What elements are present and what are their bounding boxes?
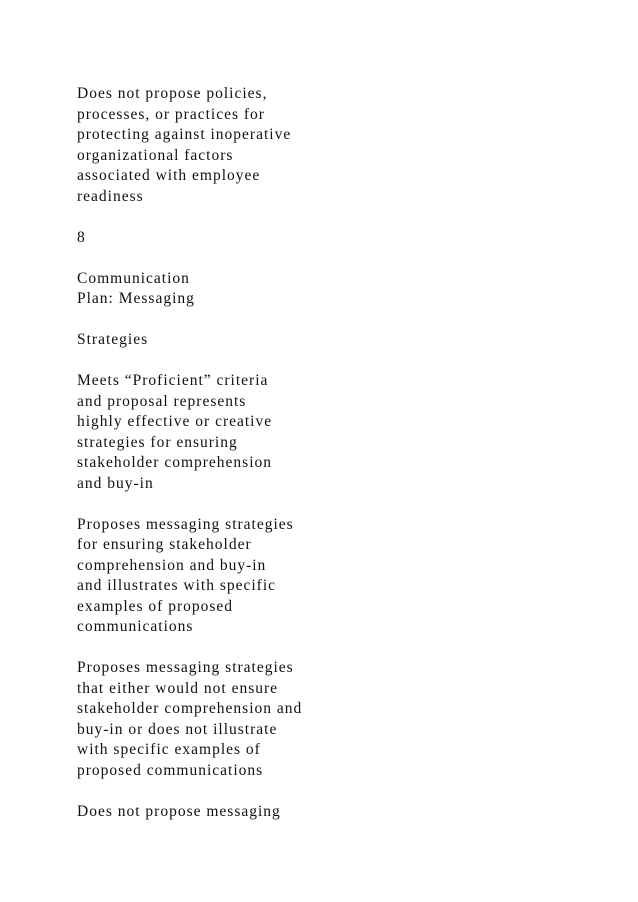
paragraph-not-evident: Does not propose messaging xyxy=(77,802,281,820)
paragraph-exemplary: Meets “Proficient” criteria and proposal represents highly effective or creative strategies for ensuring stakeholder comprehension and buy-in xyxy=(77,372,273,492)
criterion-subtitle: Strategies xyxy=(77,331,149,348)
criterion-title: Communication Plan: Messaging xyxy=(77,269,195,307)
paragraph-proficient: Proposes messaging strategies for ensuring stakeholder comprehension and buy-in and illustrates with specific examples of proposed communications xyxy=(77,515,294,635)
criterion-number: 8 xyxy=(77,228,86,246)
document-page xyxy=(77,84,597,843)
paragraph-not-evident-readiness: Does not propose policies, processes, or practices for protecting against inoperative organizational factors associated with employee readiness xyxy=(77,85,292,205)
paragraph-needs-improvement: Proposes messaging strategies that either would not ensure stakeholder comprehension and buy-in or does not illustrate with specific examples of proposed communications xyxy=(77,659,303,779)
